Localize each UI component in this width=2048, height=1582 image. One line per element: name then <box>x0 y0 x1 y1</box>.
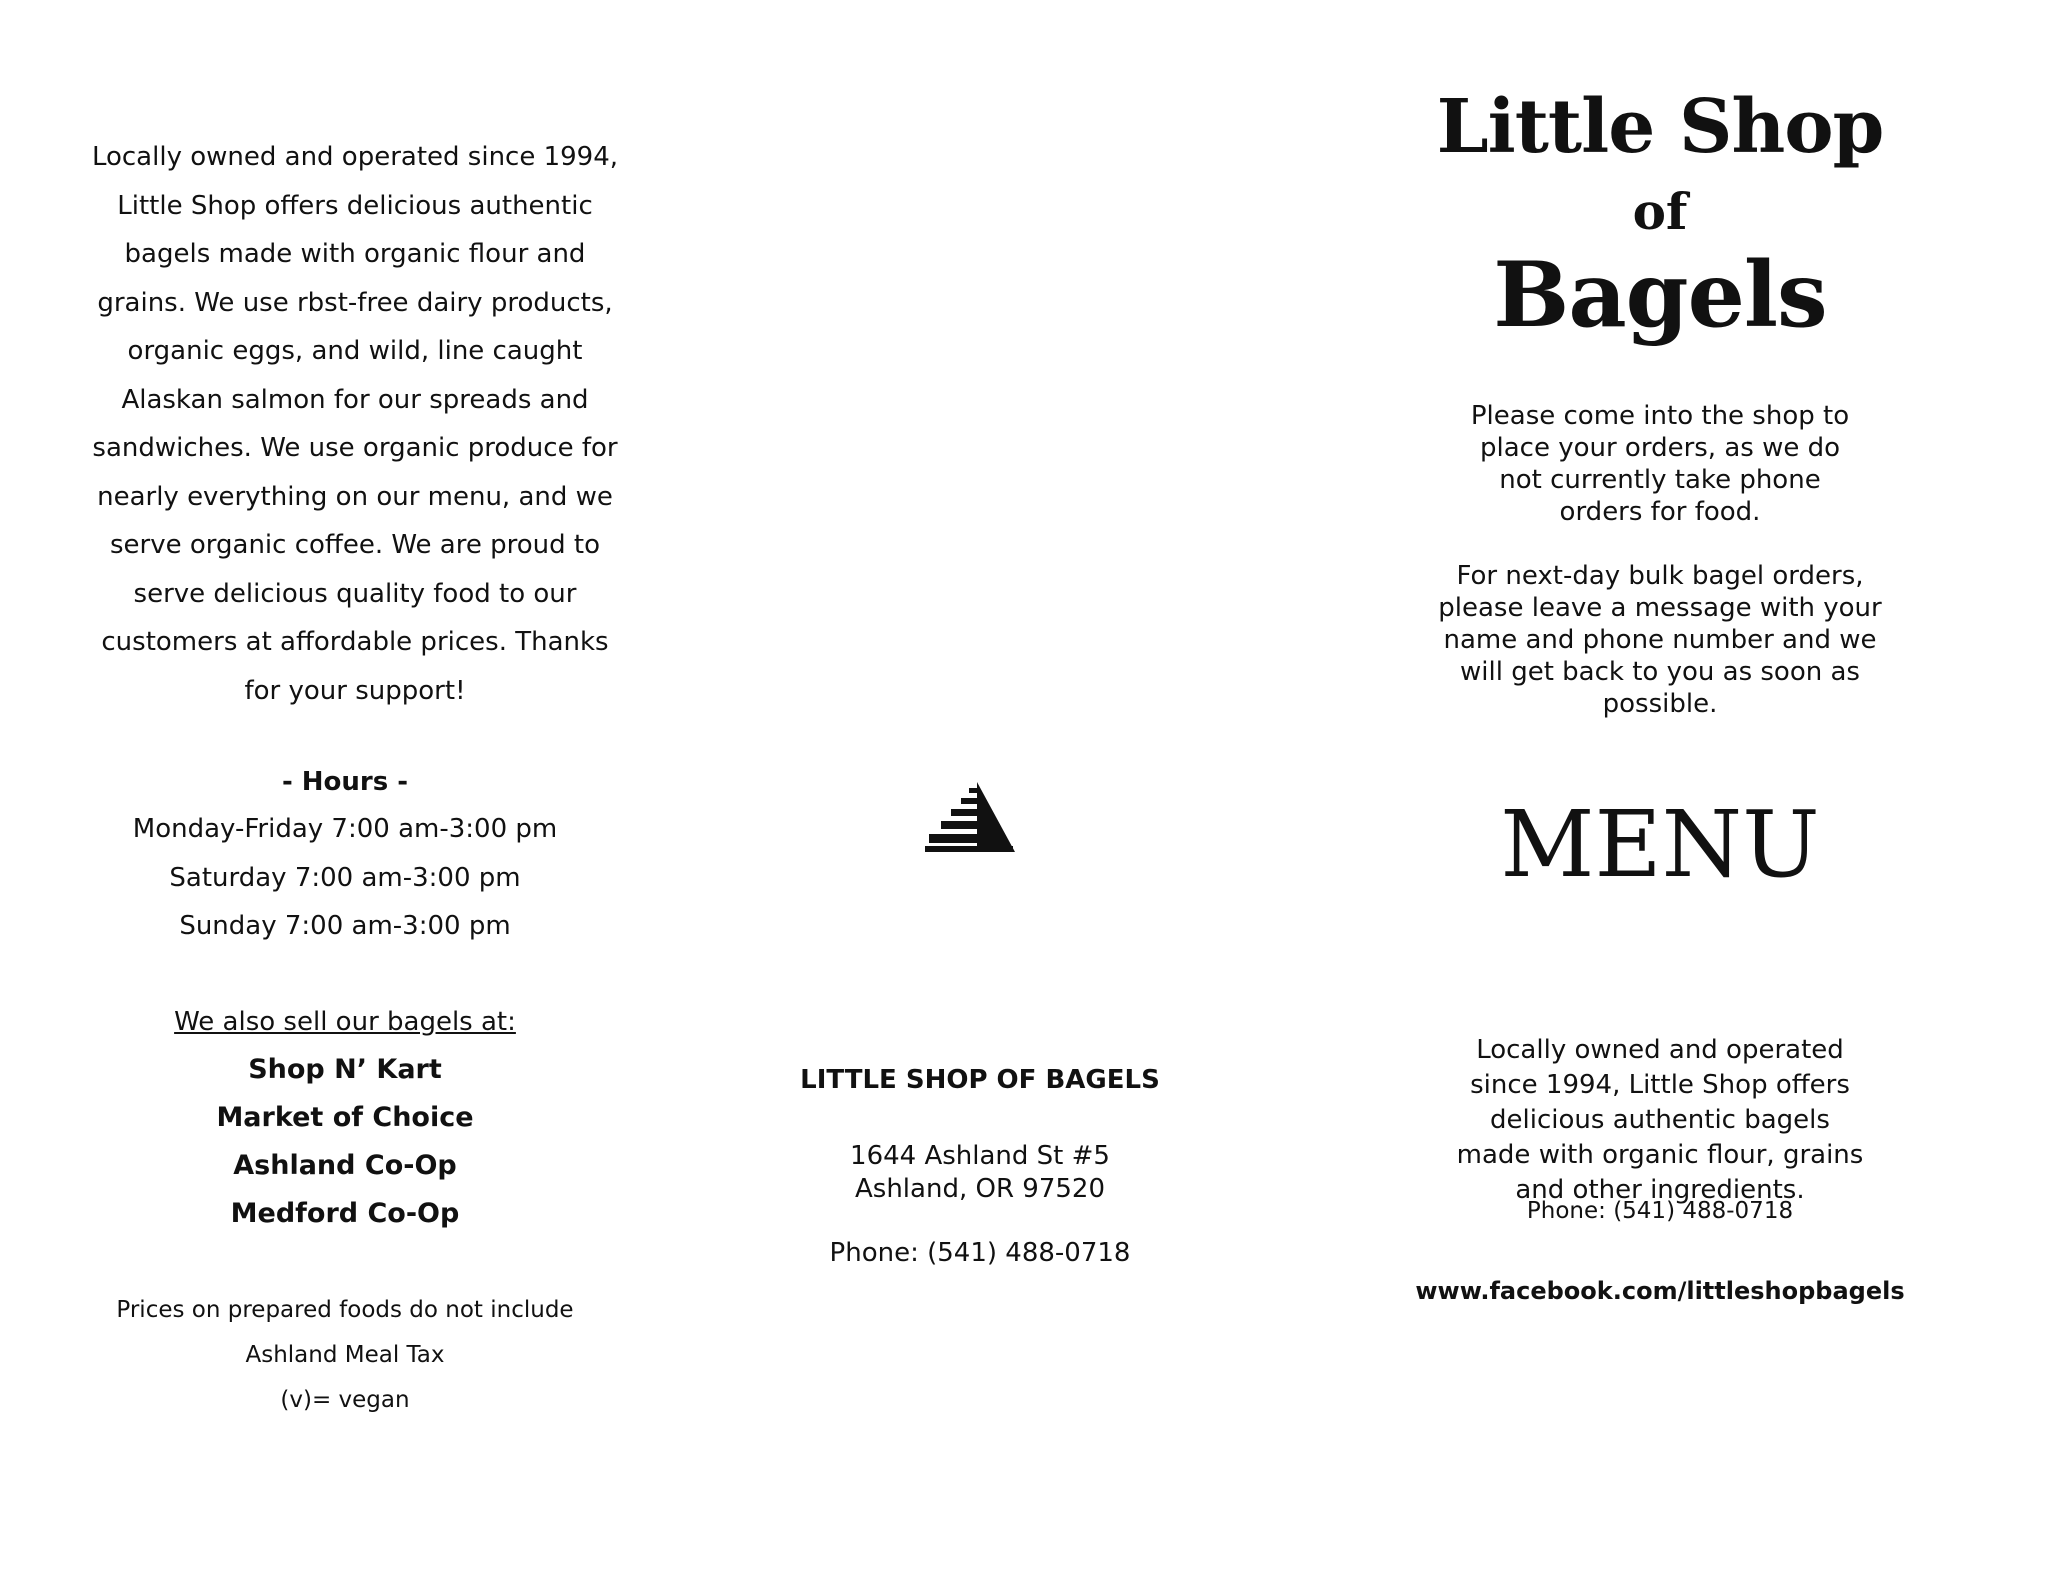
store-item: Market of Choice <box>216 1102 474 1133</box>
phone-number: Phone: (541) 488-0718 <box>1526 1198 1794 1224</box>
address-block <box>770 1140 1190 1206</box>
tax-note: Prices on prepared foods do not include <box>116 1297 574 1323</box>
store-item: Ashland Co-Op <box>233 1150 457 1181</box>
hours-list <box>85 805 605 951</box>
business-name: LITTLE SHOP OF BAGELS <box>800 1065 1160 1095</box>
notes-list <box>85 1288 605 1423</box>
bulk-order-instructions: For next-day bulk bagel orders, please leave a message with your name and phone number and we will get back to you as soon as possible. <box>1438 561 1882 719</box>
store-item: Medford Co-Op <box>230 1198 460 1229</box>
menu-heading: MENU <box>1500 791 1820 898</box>
address-city: Ashland, OR 97520 <box>855 1174 1105 1204</box>
stepped-triangle-logo-icon <box>925 782 1015 852</box>
hours-saturday: Saturday 7:00 am-3:00 pm <box>169 862 521 893</box>
order-instructions: Please come into the shop to place your orders, as we do not currently take phone orders for food. <box>1470 401 1850 527</box>
middle-panel <box>770 0 1190 1582</box>
hours-weekday: Monday-Friday 7:00 am-3:00 pm <box>132 814 558 844</box>
also-sell-label: We also sell our bagels at: <box>174 1007 516 1037</box>
address-street: 1644 Ashland St #5 <box>850 1141 1110 1171</box>
store-item: Shop N’ Kart <box>248 1054 442 1085</box>
right-panel <box>1400 0 1920 1582</box>
left-panel <box>85 0 625 1582</box>
title-little-shop: Little Shop <box>1436 84 1884 170</box>
title-bagels: Bagels <box>1493 242 1827 348</box>
also-sell-heading <box>85 998 605 1046</box>
vegan-legend: (v)= vegan <box>280 1387 410 1413</box>
title-of: of <box>1632 182 1688 241</box>
facebook-url: www.facebook.com/littleshopbagels <box>1415 1277 1905 1305</box>
about-paragraph: Locally owned and operated since 1994, Little Shop offers delicious authentic bagels made with organic flour and grains. We use rbst-free dairy products, organic eggs, and wild, line caught Alaskan salmon for our spreads and sandwiches. We use organic produce for nearly everything on our menu, and we serve organic coffee. We are proud to serve delicious quality food to our customers at affordable prices. Thanks for your support! <box>91 142 619 706</box>
tax-note-continued: Ashland Meal Tax <box>245 1342 445 1368</box>
phone-number: Phone: (541) 488-0718 <box>829 1238 1131 1268</box>
hours-sunday: Sunday 7:00 am-3:00 pm <box>179 911 511 941</box>
store-list <box>85 1046 605 1238</box>
hours-heading: - Hours - <box>281 767 409 797</box>
about-summary: Locally owned and operated since 1994, Little Shop offers delicious authentic bagels made with organic flour, grains and other ingredients. <box>1456 1035 1864 1205</box>
